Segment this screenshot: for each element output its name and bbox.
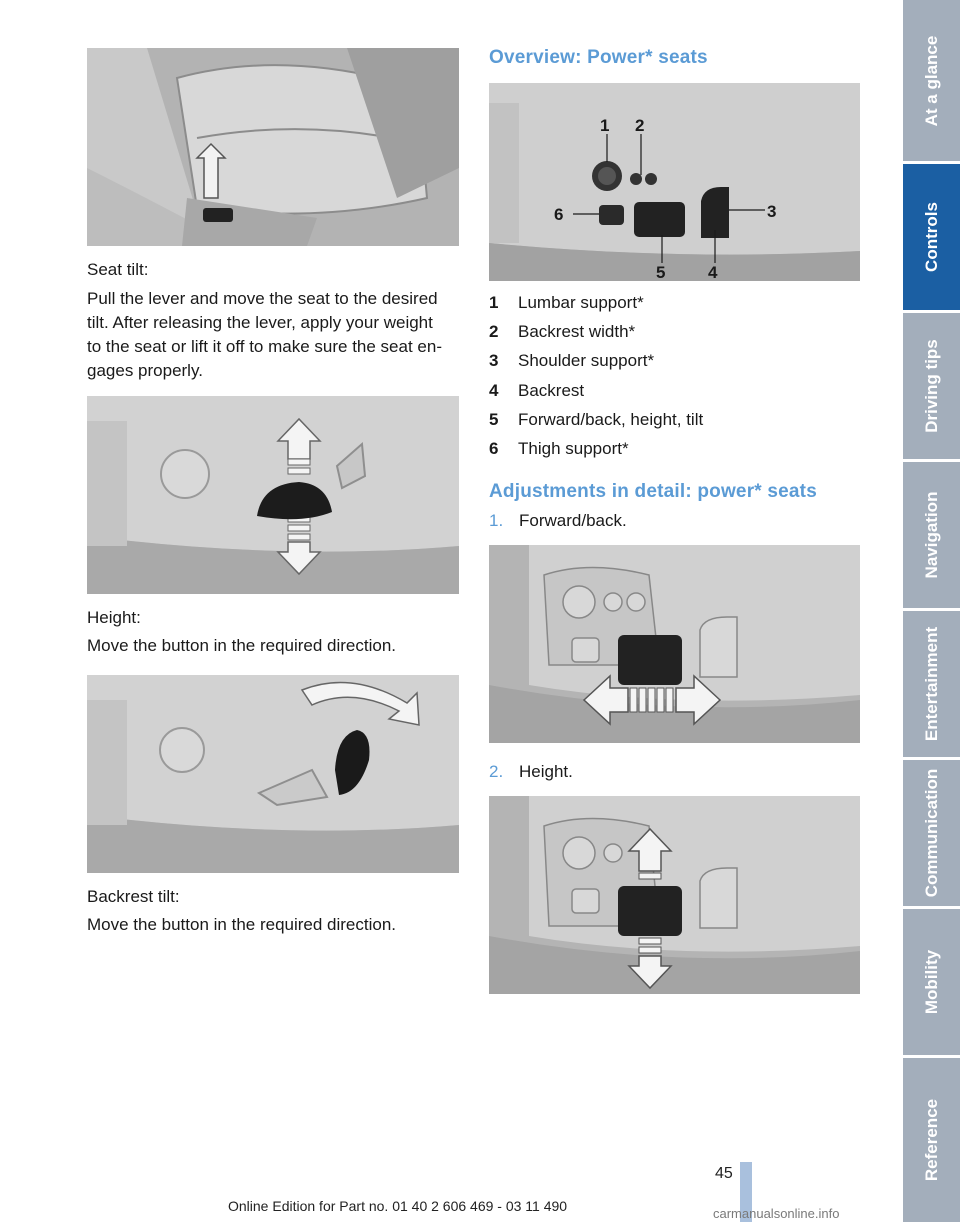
tab-navigation[interactable]: Navigation <box>903 462 960 608</box>
callout-1: 1 <box>600 116 610 135</box>
page-number: 45 <box>715 1165 733 1182</box>
callout-5: 5 <box>656 263 666 281</box>
height-heading: Height: <box>87 608 141 627</box>
height-illustration <box>87 396 459 594</box>
tab-driving-tips[interactable]: Driving tips <box>903 313 960 459</box>
chapter-tabs <box>903 0 960 1222</box>
tab-entertainment[interactable]: Entertainment <box>903 611 960 757</box>
legend-item: 1 Lumbar support* <box>489 292 644 312</box>
edition-footer: Online Edition for Part no. 01 40 2 606 469 - 03 11 490 <box>228 1198 568 1214</box>
legend-item: 3 Shoulder support* <box>489 351 655 371</box>
tab-communication[interactable]: Communication <box>903 760 960 906</box>
controls-legend <box>489 288 703 464</box>
backrest-tilt-illustration <box>87 675 459 873</box>
watermark: carmanualsonline.info <box>713 1206 840 1221</box>
seat-tilt-heading: Seat tilt: <box>87 260 149 279</box>
backrest-tilt-description: Move the button in the required direction. <box>87 915 397 934</box>
forward-back-illustration <box>489 545 860 743</box>
height-description: Move the button in the required direction. <box>87 636 397 655</box>
seat-tilt-description: Pull the lever and move the seat to the desired tilt. After releasing the lever, apply your weight to the seat or lift it off to make sure the seat en‐ gages properly. <box>87 289 442 380</box>
legend-item: 6 Thigh support* <box>489 439 629 459</box>
legend-item: 5 Forward/back, height, tilt <box>489 409 704 429</box>
tab-mobility[interactable]: Mobility <box>903 909 960 1055</box>
seat-tilt-illustration <box>87 48 459 246</box>
power-height-illustration <box>489 796 860 994</box>
tab-controls[interactable]: Controls <box>903 164 960 310</box>
backrest-tilt-heading: Backrest tilt: <box>87 887 180 906</box>
legend-item: 2 Backrest width* <box>489 321 636 341</box>
power-seat-controls-illustration <box>489 83 860 281</box>
callout-2: 2 <box>635 116 645 135</box>
callout-4: 4 <box>708 263 718 281</box>
tab-at-a-glance[interactable]: At a glance <box>903 0 960 161</box>
legend-item: 4 Backrest <box>489 380 585 400</box>
overview-title: Overview: Power* seats <box>489 47 708 68</box>
callout-3: 3 <box>767 202 777 221</box>
tab-reference[interactable]: Reference <box>903 1058 960 1222</box>
callout-6: 6 <box>554 205 564 224</box>
step-height: 2. Height. <box>489 762 573 781</box>
detail-title: Adjustments in detail: power* seats <box>489 481 817 502</box>
step-forward-back: 1. Forward/back. <box>489 511 627 530</box>
